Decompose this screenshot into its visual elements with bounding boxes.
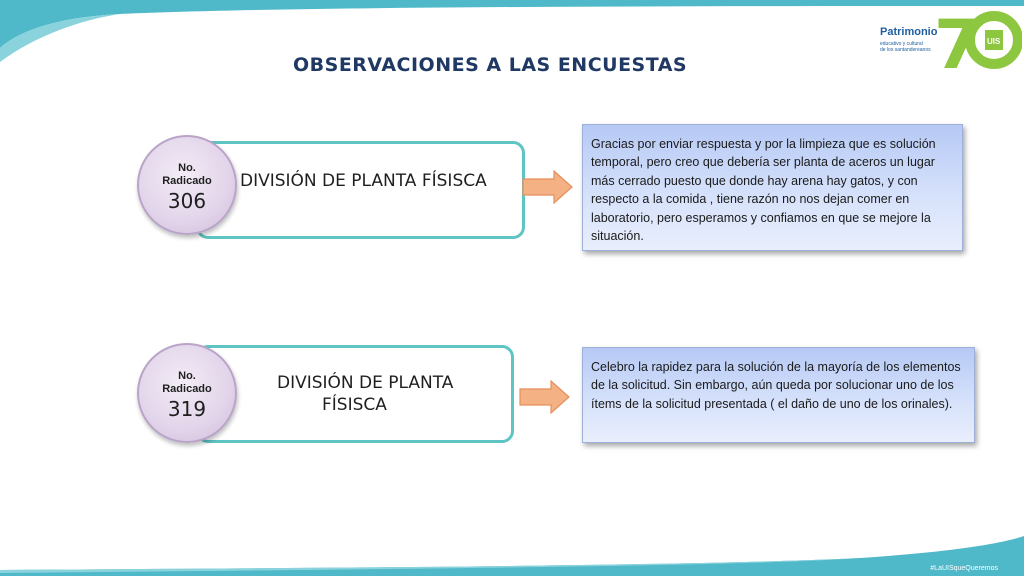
patrimonio-uis-logo [872,6,1022,78]
arrow-right-icon [522,170,574,204]
logo-uis-text: UIS [987,37,1001,46]
badge-label-radicado: Radicado [162,383,212,395]
radicado-badge-319 [137,343,237,443]
logo-tagline-2: de los santandereanos [880,47,931,53]
arrow-right-icon [519,380,571,414]
footer-hashtag: #LaUISqueQueremos [930,565,998,572]
department-label-306: DIVISIÓN DE PLANTA FÍSISCA [240,171,487,191]
badge-number: 306 [167,189,207,213]
comment-card-306: Gracias por enviar respuesta y por la limpieza que es solución temporal, pero creo que debería ser planta de aceros un lugar más cerrado puesto que donde hay arena hay gatos, y con respecto a la comida , tiene razón no nos dejan comer en laboratorio, pero esperamos y confiamos en que se mejore la situación. [582,124,963,251]
radicado-badge-306 [137,135,237,235]
logo-title: Patrimonio [880,26,938,38]
comment-card-319: Celebro la rapidez para la solución de la mayoría de los elementos de la solicitud. Sin embargo, aún queda por solucionar uno de los ítems de la solicitud presentada ( el daño de uno de los orinales). [582,347,975,443]
badge-label-no: No. [178,370,196,382]
logo-seven: 7 [934,6,982,78]
badge-label-radicado: Radicado [162,175,212,187]
department-label-319-line-2: FÍSISCA [322,395,387,415]
badge-number: 319 [167,397,207,421]
badge-label-no: No. [178,162,196,174]
logo-tagline-1: educativo y cultural [880,41,923,47]
bottom-swoosh-decoration [0,536,1024,576]
slide-title: OBSERVACIONES A LAS ENCUESTAS [293,54,688,76]
department-label-319-line-1: DIVISIÓN DE PLANTA [277,373,454,393]
